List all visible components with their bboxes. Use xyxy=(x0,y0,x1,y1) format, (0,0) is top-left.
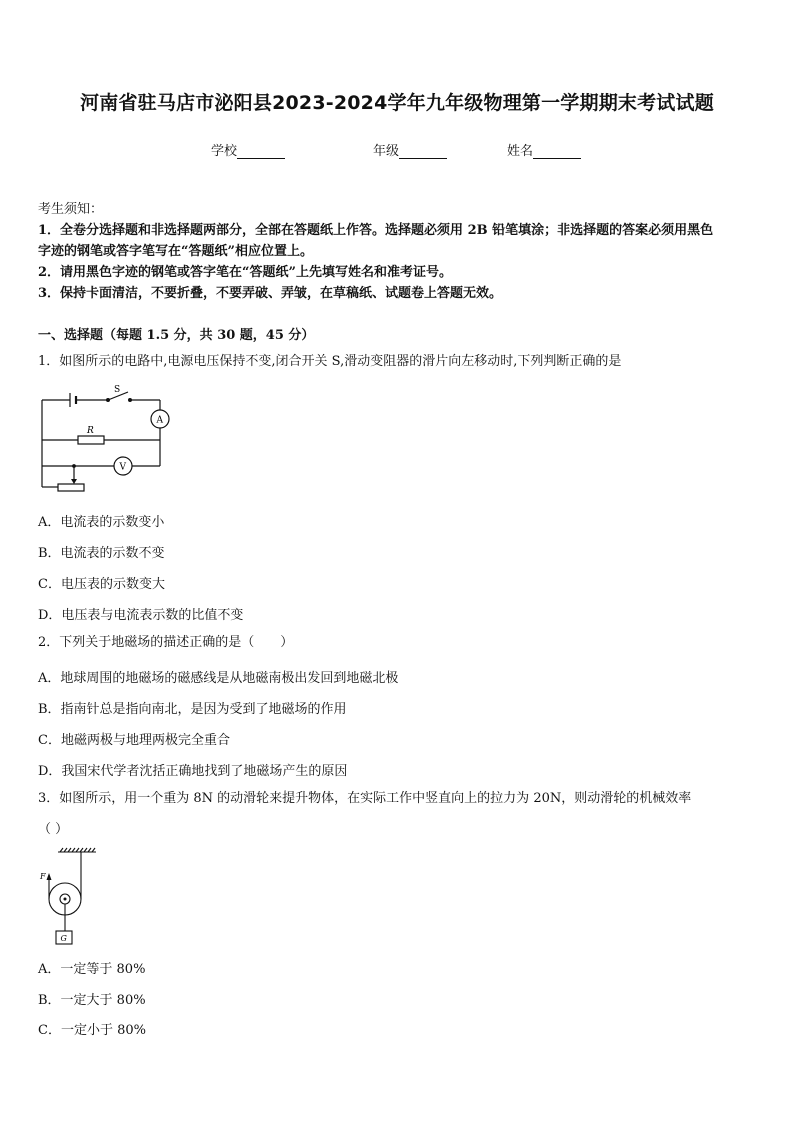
pulley-diagram xyxy=(38,847,100,949)
ammeter-label: A xyxy=(156,415,163,426)
grade-field xyxy=(373,140,447,159)
notice-heading: 考生须知： xyxy=(38,202,104,217)
name-label: 姓名 xyxy=(507,144,534,159)
section-heading: 一、选择题（每题 1.5 分，共 30 题，45 分） xyxy=(38,328,315,343)
q3-option-a[interactable]: A．一定等于 80% xyxy=(38,962,146,977)
school-blank[interactable] xyxy=(237,145,285,159)
school-field xyxy=(211,140,285,159)
voltmeter-label: V xyxy=(119,462,126,473)
q1-option-a[interactable]: A．电流表的示数变小 xyxy=(38,515,165,530)
question-2-stem: 2．下列关于地磁场的描述正确的是（ ） xyxy=(38,635,294,650)
q1-option-d[interactable]: D．电压表与电流表示数的比值不变 xyxy=(38,608,244,623)
notice-line-1b: 字迹的钢笔或答字笔写在“答题纸”相应位置上。 xyxy=(38,244,313,259)
q2-option-c[interactable]: C．地磁两极与地理两极完全重合 xyxy=(38,733,230,748)
grade-label: 年级 xyxy=(373,144,400,159)
circuit-diagram xyxy=(36,382,176,494)
rheostat-symbol xyxy=(58,484,84,491)
name-field xyxy=(507,140,581,159)
question-3-stem: 3．如图所示，用一个重为 8N 的动滑轮来提升物体，在实际工作中竖直向上的拉力为 20N，则动滑轮的机械效率 xyxy=(38,791,692,806)
rheostat-slider-arrow xyxy=(71,479,77,484)
grade-blank[interactable] xyxy=(399,145,447,159)
notice-line-2: 2．请用黑色字迹的钢笔或答字笔在“答题纸”上先填写姓名和准考证号。 xyxy=(38,265,453,280)
page-title: 河南省驻马店市泌阳县2023-2024学年九年级物理第一学期期末考试试题 xyxy=(80,92,714,114)
resistor-label: R xyxy=(87,426,94,436)
question-3-stem-bracket: （ ） xyxy=(38,822,69,837)
school-label: 学校 xyxy=(211,144,238,159)
q2-option-b[interactable]: B．指南针总是指向南北，是因为受到了地磁场的作用 xyxy=(38,702,347,717)
question-1-stem: 1．如图所示的电路中,电源电压保持不变,闭合开关 S,滑动变阻器的滑片向左移动时,下列判断正确的是 xyxy=(38,354,622,369)
q2-option-d[interactable]: D．我国宋代学者沈括正确地找到了地磁场产生的原因 xyxy=(38,764,348,779)
switch-label: S xyxy=(114,385,121,395)
name-blank[interactable] xyxy=(533,145,581,159)
notice-line-3: 3．保持卡面清洁，不要折叠，不要弄破、弄皱，在草稿纸、试题卷上答题无效。 xyxy=(38,286,503,301)
resistor-symbol xyxy=(78,436,104,444)
q1-option-b[interactable]: B．电流表的示数不变 xyxy=(38,546,165,561)
q3-option-b[interactable]: B．一定大于 80% xyxy=(38,993,146,1008)
q3-option-c[interactable]: C．一定小于 80% xyxy=(38,1023,146,1038)
force-arrow xyxy=(47,873,52,880)
q1-option-c[interactable]: C．电压表的示数变大 xyxy=(38,577,165,592)
force-label: F xyxy=(40,872,46,881)
q2-option-a[interactable]: A．地球周围的地磁场的磁感线是从地磁南极出发回到地磁北极 xyxy=(38,671,399,686)
weight-label: G xyxy=(60,934,67,943)
notice-line-1a: 1．全卷分选择题和非选择题两部分，全部在答题纸上作答。选择题必须用 2B 铅笔填涂；非选择题的答案必须用黑色 xyxy=(38,223,714,238)
